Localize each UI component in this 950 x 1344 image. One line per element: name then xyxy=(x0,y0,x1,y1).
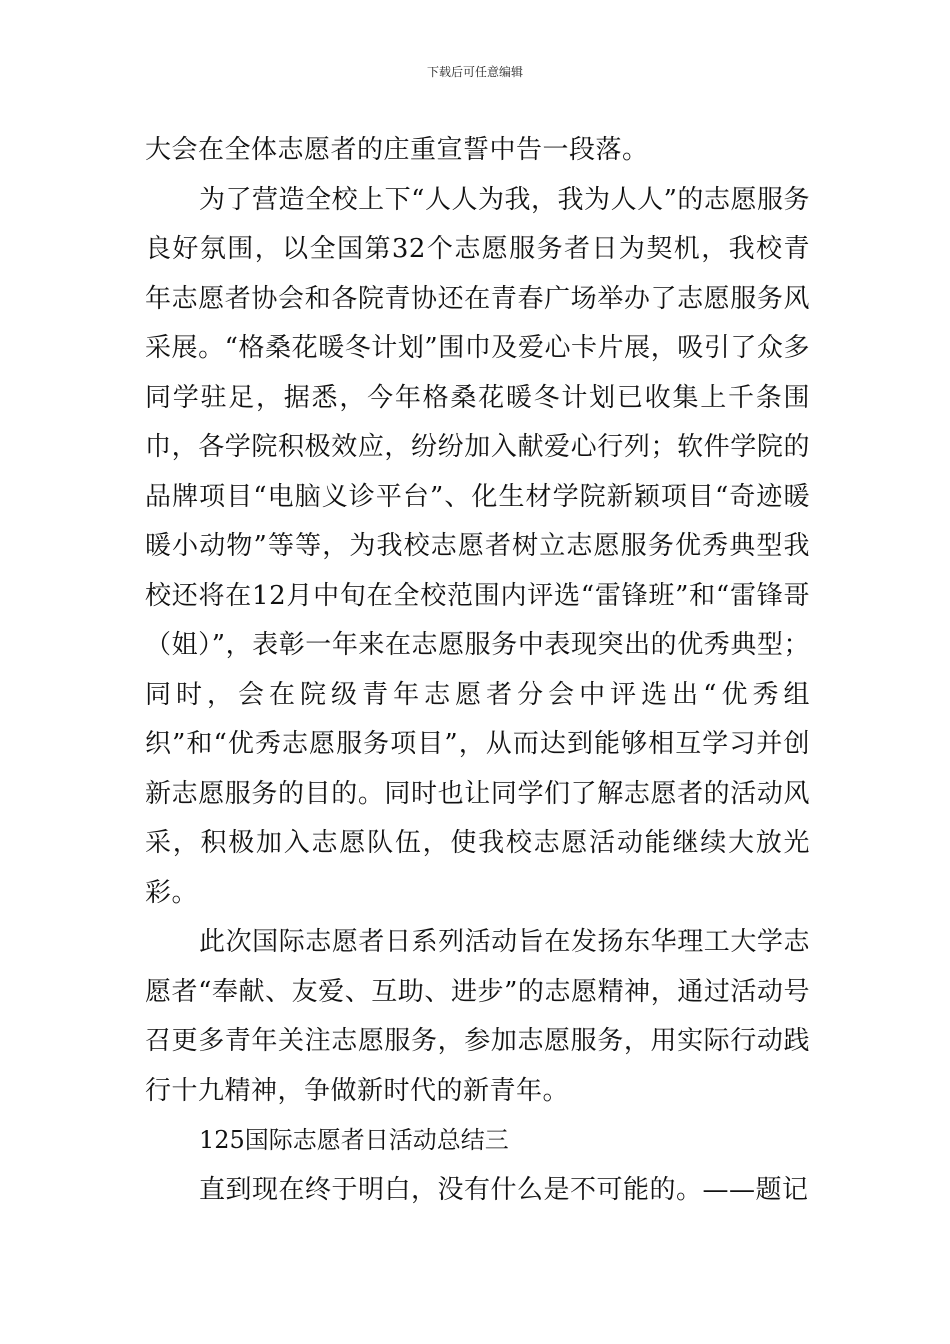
paragraph-service-exhibition: 为了营造全校上下“人人为我，我为人人”的志愿服务良好氛围，以全国第32个志愿服务者日为契机，我校青年志愿者协会和各院青协还在青春广场举办了志愿服务风采展。“格桑花暖冬计划”围巾及爱心卡片展，吸引了众多同学驻足，据悉，今年格桑花暖冬计划已收集上千条围巾，各学院积极效应，纷纷加入献爱心行列；软件学院的品牌项目“电脑义诊平台”、化生材学院新颖项目“奇迹暖暖小动物”等等，为我校志愿者树立志愿服务优秀典型我校还将在12月中旬在全校范围内评选“雷锋班”和“雷锋哥（姐）”，表彰一年来在志愿服务中表现突出的优秀典型；同时，会在院级青年志愿者分会中评选出“优秀组织”和“优秀志愿服务项目”，从而达到能够相互学习并创新志愿服务的目的。同时也让同学们了解志愿者的活动风采，积极加入志愿队伍，使我校志愿活动能继续大放光彩。 xyxy=(145,184,810,908)
page-header-note: 下载后可任意编辑 xyxy=(426,65,523,79)
paragraph-activity-purpose: 此次国际志愿者日系列活动旨在发扬东华理工大学志愿者“奉献、友爱、互助、进步”的志愿精神，通过活动号召更多青年关注志愿服务，参加志愿服务，用实际行动践行十九精神，争做新时代的新青年。 xyxy=(145,927,810,1106)
paragraph-continuation: 大会在全体志愿者的庄重宣誓中告一段落。 xyxy=(145,135,649,165)
epigraph-line: 直到现在终于明白，没有什么是不可能的。——题记 xyxy=(199,1174,809,1205)
document-body xyxy=(145,126,810,1215)
section-heading: 125国际志愿者日活动总结三 xyxy=(199,1126,509,1154)
